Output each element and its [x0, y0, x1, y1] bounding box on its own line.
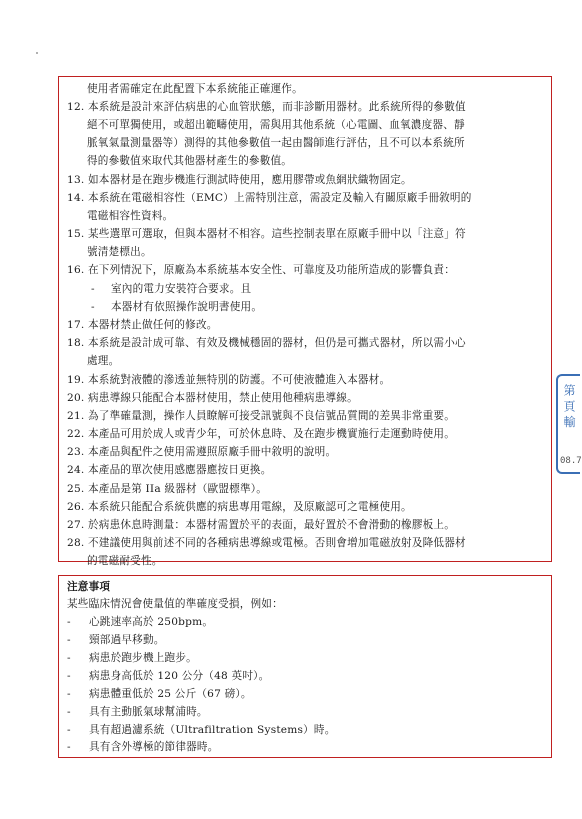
- list-item-26: 26. 本系統只能配合系統供應的病患專用電線，及原廠認可之電極使用。: [67, 501, 412, 513]
- scan-speck: [36, 52, 38, 54]
- caution-item: 具有含外導極的節律器時。: [89, 741, 219, 753]
- list-item-24: 24. 本產品的單次使用感應器應按日更換。: [67, 464, 272, 476]
- list-item-21: 21. 為了準確量測，操作人員瞭解可接受訊號與不良信號品質間的差異非常重要。: [67, 410, 455, 422]
- list-item-28: 28. 不建議使用與前述不同的各種病患導線或電極。否則會增加電磁放射及降低器材: [67, 537, 466, 549]
- caution-item: 病患身高低於 120 公分（48 英吋）。: [89, 670, 270, 682]
- bullet-dash: -: [67, 616, 71, 628]
- list-item-27: 27. 於病患休息時測量：本器材需置於平的表面，最好置於不會滑動的橡膠板上。: [67, 519, 455, 531]
- bullet-dash: -: [67, 670, 71, 682]
- precautions-box: [58, 76, 552, 567]
- text-line: 使用者需確定在此配置下本系統能正確運作。: [87, 83, 303, 95]
- sub-bullet-dash: -: [91, 283, 95, 295]
- bullet-dash: -: [67, 724, 71, 736]
- list-item-16: 16. 在下列情況下，原廠為本系統基本安全性、可靠度及功能所造成的影響負責：: [67, 264, 455, 276]
- caution-item: 具有超過濾系統（Ultrafiltration Systems）時。: [89, 724, 336, 736]
- caution-box: [58, 575, 552, 758]
- text-line: 脈氧氣量測量器等）測得的其他參數值一起由醫師進行評估，且不可以本系統所: [87, 137, 465, 149]
- caution-item: 病患於跑步機上跑步。: [89, 652, 197, 664]
- caution-title: 注意事項: [67, 581, 111, 593]
- sub-bullet-dash: -: [91, 301, 95, 313]
- list-item-12: 12. 本系統是設計來評估病患的心血管狀態，而非診斷用器材。此系統所得的參數值: [67, 101, 466, 113]
- list-item-20: 20. 病患導線只能配合本器材使用，禁止使用他種病患導線。: [67, 392, 358, 404]
- bullet-dash: -: [67, 741, 71, 753]
- text-line: 處理。: [87, 355, 120, 367]
- stamp-number: 08.7: [560, 456, 582, 466]
- stamp-text: 第 頁 輸: [562, 384, 576, 428]
- text-line: 號清楚標出。: [87, 246, 152, 258]
- text-line: 絕不可單獨使用，或超出範疇使用，需與用其他系統（心電圖、血氧濃度器、靜: [87, 119, 465, 131]
- sub-bullet: 室內的電力安裝符合要求。且: [111, 283, 252, 295]
- bullet-dash: -: [67, 652, 71, 664]
- bullet-dash: -: [67, 706, 71, 718]
- list-item-15: 15. 某些選單可選取，但與本器材不相容。這些控制表單在原廠手冊中以「注意」符: [67, 228, 466, 240]
- caution-item: 病患體重低於 25 公斤（67 磅）。: [89, 688, 252, 700]
- caution-item: 心跳速率高於 250bpm。: [89, 616, 214, 628]
- list-item-25: 25. 本產品是第 IIa 級器材（歐盟標準）。: [67, 483, 268, 495]
- list-item-19: 19. 本系統對液體的滲透並無特別的防護。不可使液體進入本器材。: [67, 374, 391, 386]
- caution-item: 頸部過早移動。: [89, 634, 165, 646]
- list-item-22: 22. 本產品可用於成人或青少年，可於休息時、及在跑步機實施行走運動時使用。: [67, 428, 455, 440]
- caution-intro: 某些臨床情況會使量值的準確度受損，例如：: [67, 598, 283, 610]
- bullet-dash: -: [67, 634, 71, 646]
- list-item-18: 18. 本系統是設計成可靠、有效及機械穩固的器材，但仍是可攜式器材，所以需小心: [67, 337, 466, 349]
- text-line: 得的參數值來取代其他器材產生的參數值。: [87, 155, 293, 167]
- text-line: 的電磁耐受性。: [87, 555, 163, 567]
- list-item-17: 17. 本器材禁止做任何的修改。: [67, 319, 218, 331]
- caution-item: 具有主動脈氣球幫浦時。: [89, 706, 208, 718]
- list-item-23: 23. 本產品與配件之使用需遵照原廠手冊中敘明的說明。: [67, 446, 337, 458]
- sub-bullet: 本器材有依照操作說明書使用。: [111, 301, 263, 313]
- list-item-13: 13. 如本器材是在跑步機進行測試時使用，應用膠帶或魚網狀織物固定。: [67, 174, 412, 186]
- bullet-dash: -: [67, 688, 71, 700]
- list-item-14: 14. 本系統在電磁相容性（EMC）上需特別注意，需設定及輸入有關原廠手冊敘明的: [67, 192, 472, 204]
- text-line: 電磁相容性資料。: [87, 210, 174, 222]
